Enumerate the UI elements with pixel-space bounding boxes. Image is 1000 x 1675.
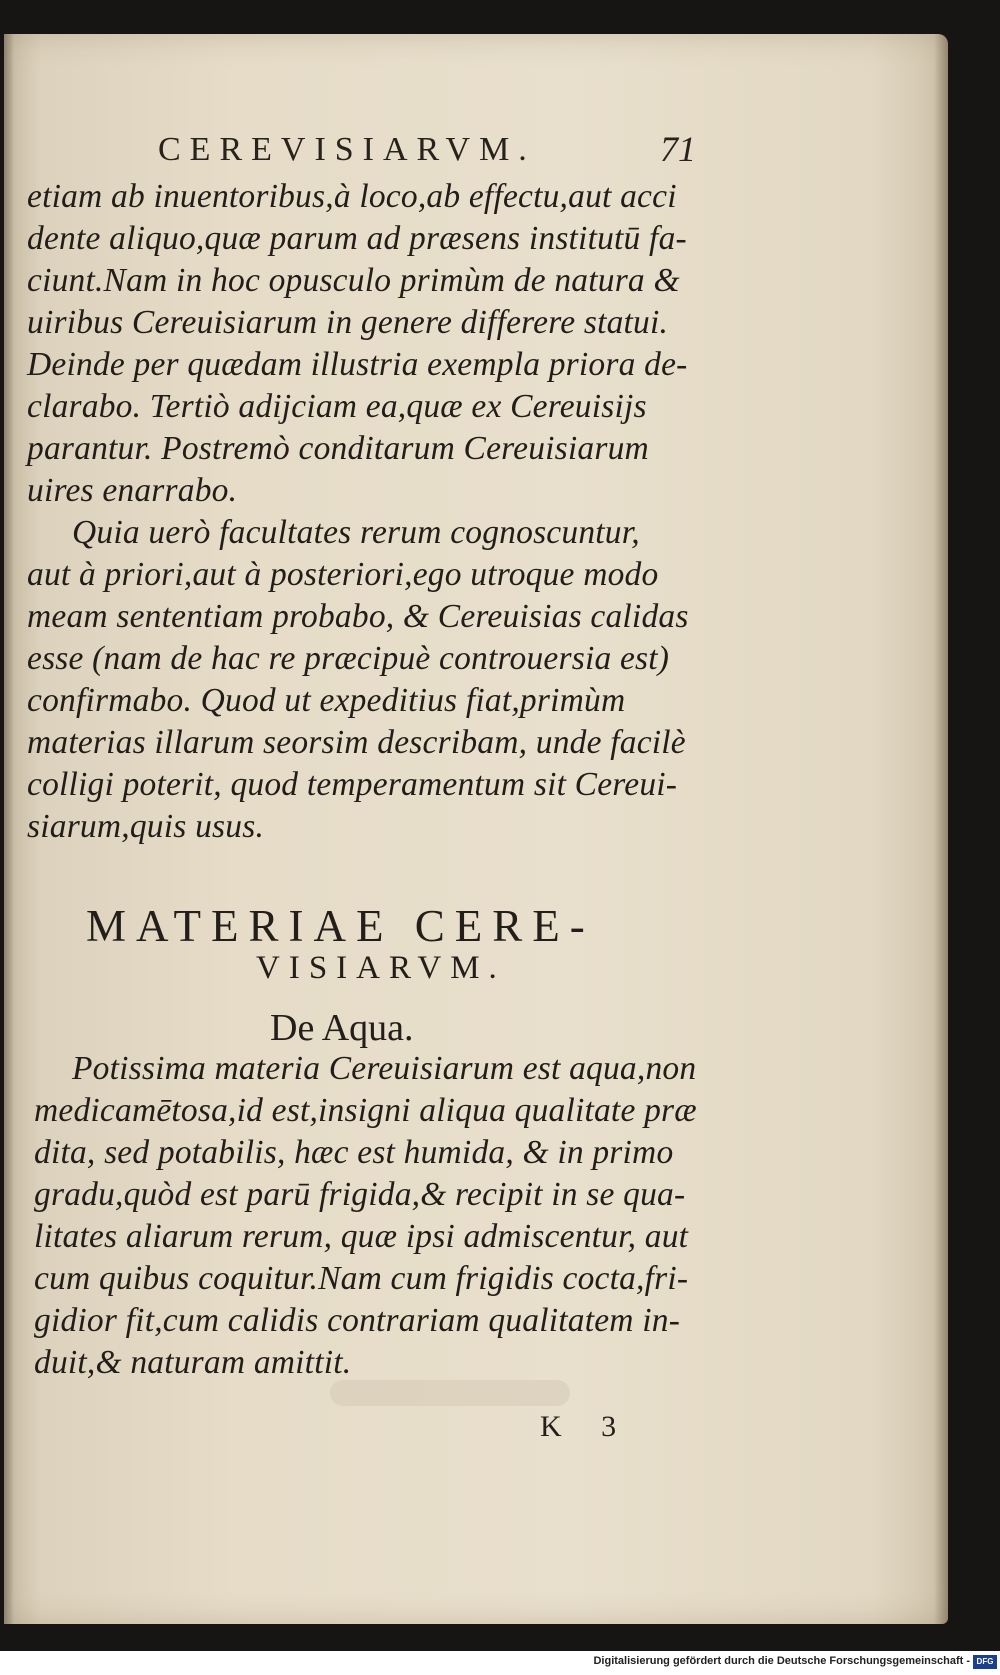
text-line: ciunt.Nam in hoc opusculo primùm de natura & [27,262,680,299]
text-line: colligi poterit, quod temperamentum sit Cereui- [27,766,678,803]
page-number: 71 [660,129,696,169]
text-line: duit,& naturam amittit. [34,1344,352,1381]
text-line: esse (nam de hac re præcipuè controuersia est) [27,640,670,677]
running-head: CEREVISIARVM. [158,131,536,168]
text-line: Quia uerò facultates rerum cognoscuntur, [72,514,640,551]
text-line: parantur. Postremò conditarum Cereuisiarum [27,430,649,467]
text-line: Deinde per quædam illustria exempla priora de- [27,346,688,383]
section-heading-continued: VISIARVM. [256,950,506,986]
text-line: Potissima materia Cereuisiarum est aqua,non [72,1050,697,1087]
signature-mark: K 3 [540,1410,633,1443]
text-line: clarabo. Tertiò adijciam ea,quæ ex Cereuisijs [27,388,647,425]
text-line: siarum,quis usus. [27,808,265,845]
text-line: dente aliquo,quæ parum ad præsens institutū fa- [27,220,687,257]
section-heading: MATERIAE CERE- [86,901,595,951]
text-line: confirmabo. Quod ut expeditius fiat,primùm [27,682,626,719]
text-line: meam sententiam probabo, & Cereuisias calidas [27,598,689,635]
show-through-smudge [330,1380,570,1406]
text-line: medicamētosa,id est,insigni aliqua qualitate præ [34,1092,697,1129]
subsection-title: De Aqua. [270,1007,414,1049]
text-line: dita, sed potabilis, hæc est humida, & in primo [34,1134,674,1171]
text-line: litates aliarum rerum, quæ ipsi admiscentur, aut [34,1218,689,1255]
text-line: cum quibus coquitur.Nam cum frigidis cocta,fri- [34,1260,689,1297]
text-line: materias illarum seorsim describam, unde facilè [27,724,686,761]
funding-notice: Digitalisierung gefördert durch die Deutsche Forschungsgemeinschaft - [593,1655,970,1667]
page-edge [4,34,14,1624]
text-line: etiam ab inuentoribus,à loco,ab effectu,aut acci [27,178,677,215]
page-shadow [934,34,948,1624]
text-line: uires enarrabo. [27,472,238,509]
text-line: uiribus Cereuisiarum in genere differere statui. [27,304,669,341]
text-line: aut à priori,aut à posteriori,ego utroque modo [27,556,659,593]
text-line: gidior fit,cum calidis contrariam qualitatem in- [34,1302,681,1339]
dfg-logo: DFG [973,1655,997,1669]
text-line: gradu,quòd est parū frigida,& recipit in se qua- [34,1176,686,1213]
